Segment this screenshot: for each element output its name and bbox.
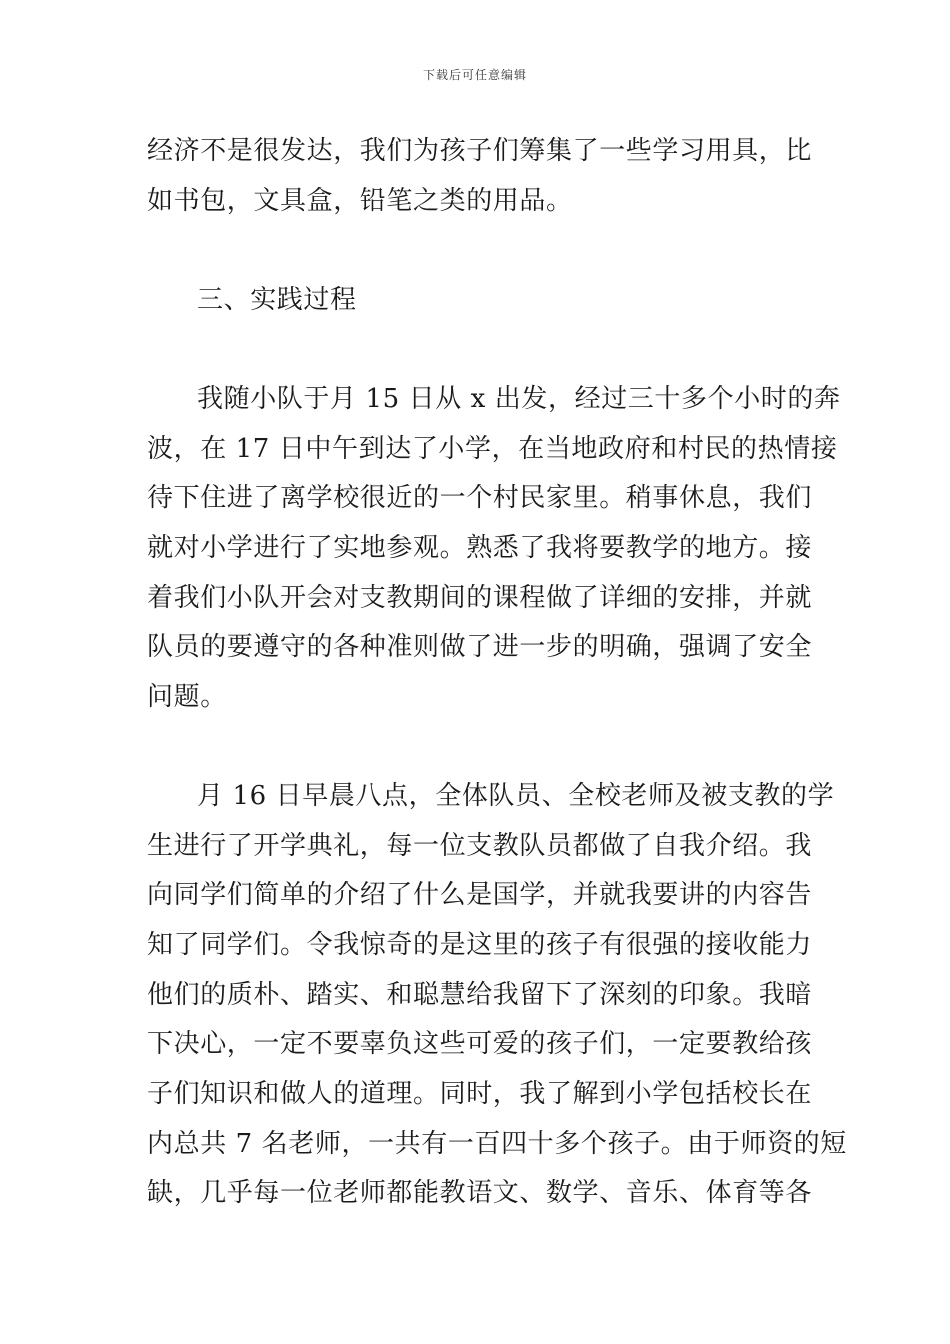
text-line: 如书包，文具盒，铅笔之类的用品。 xyxy=(147,186,573,216)
text-line: 内总共 7 名老师，一共有一百四十多个孩子。由于师资的短 xyxy=(147,1129,847,1159)
text-line: 下决心，一定不要辜负这些可爱的孩子们，一定要教给孩 xyxy=(147,1029,813,1059)
text-line: 向同学们简单的介绍了什么是国学，并就我要讲的内容告 xyxy=(147,880,813,910)
text-line: 经济不是很发达，我们为孩子们筹集了一些学习用具，比 xyxy=(147,136,813,166)
text-line: 子们知识和做人的道理。同时，我了解到小学包括校长在 xyxy=(147,1079,813,1109)
text-line: 待下住进了离学校很近的一个村民家里。稍事休息，我们 xyxy=(147,483,813,513)
text-line: 队员的要遵守的各种准则做了进一步的明确，强调了安全 xyxy=(147,632,813,662)
text-line: 缺，几乎每一位老师都能教语文、数学、音乐、体育等各 xyxy=(147,1178,813,1208)
text-line: 月 16 日早晨八点，全体队员、全校老师及被支教的学 xyxy=(197,781,835,811)
page-header: 下载后可任意编辑 xyxy=(422,68,527,82)
text-line: 生进行了开学典礼，每一位支教队员都做了自我介绍。我 xyxy=(147,831,813,861)
text-line: 着我们小队开会对支教期间的课程做了详细的安排，并就 xyxy=(147,583,813,613)
text-line: 我随小队于月 15 日从 x 出发，经过三十多个小时的奔 xyxy=(197,384,841,414)
text-line: 问题。 xyxy=(147,682,227,712)
text-line: 知了同学们。令我惊奇的是这里的孩子有很强的接收能力 xyxy=(147,930,813,960)
text-line: 波，在 17 日中午到达了小学，在当地政府和村民的热情接 xyxy=(147,434,838,464)
section-heading: 三、实践过程 xyxy=(197,285,357,315)
text-line: 他们的质朴、踏实、和聪慧给我留下了深刻的印象。我暗 xyxy=(147,980,813,1010)
text-line: 就对小学进行了实地参观。熟悉了我将要教学的地方。接 xyxy=(147,533,813,563)
